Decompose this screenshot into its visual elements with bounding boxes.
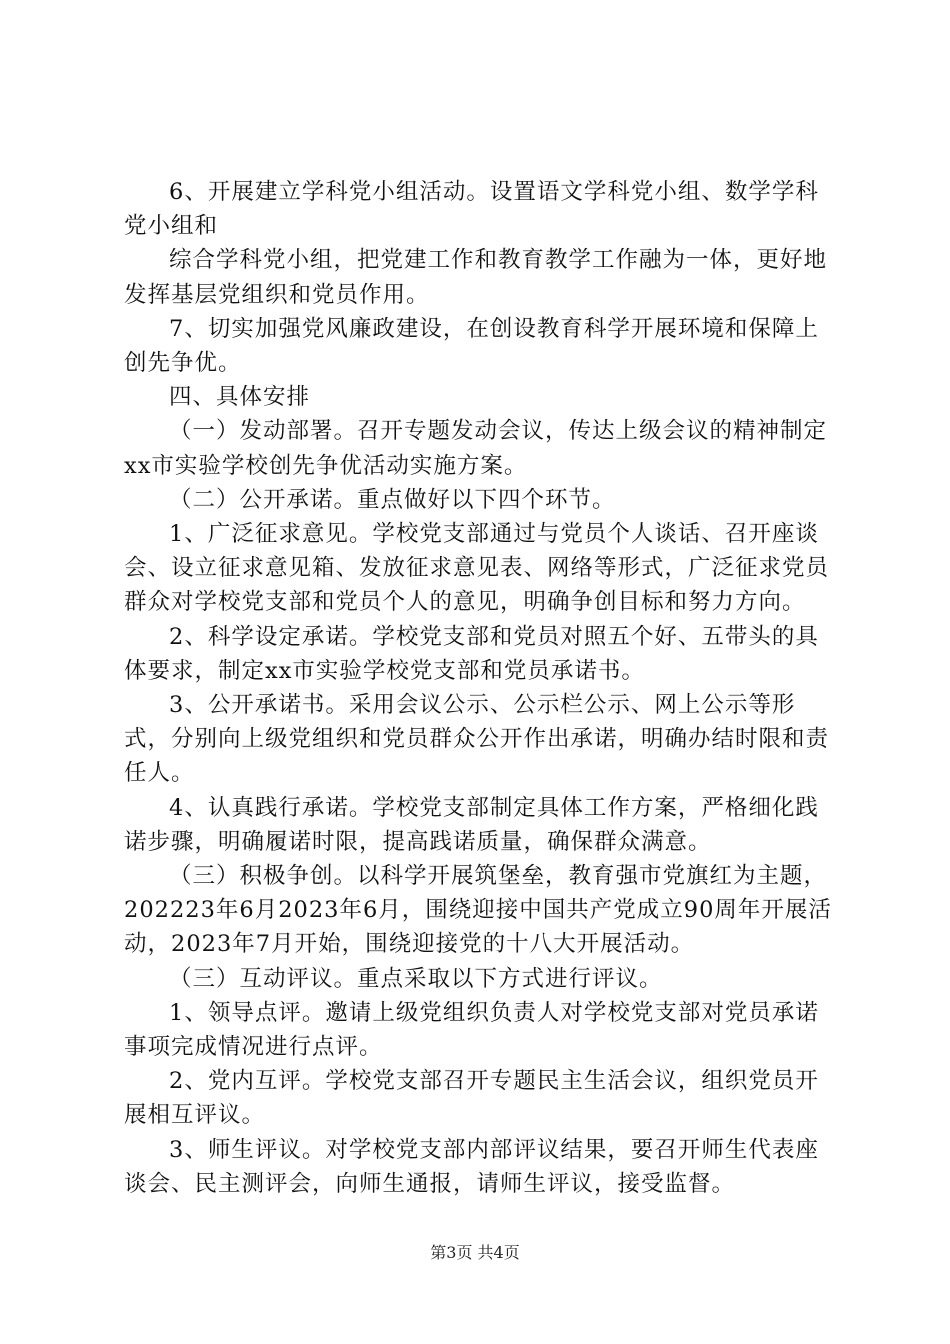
paragraph-3: 7、切实加强党风廉政建设，在创设教育科学开展环境和保障上创先争优。 bbox=[124, 315, 819, 377]
page-footer: 第3页 共4页 bbox=[430, 1243, 520, 1262]
paragraph-6: （二）公开承诺。重点做好以下四个环节。 bbox=[169, 486, 616, 513]
paragraph-7: 1、广泛征求意见。学校党支部通过与党员个人谈话、召开座谈会、设立征求意见箱、发放征求意见表、网络等形式，广泛征求党员群众对学校党支部和党员个人的意见，明确争创目标和努力方向。 bbox=[124, 521, 830, 616]
paragraph-2: 综合学科党小组，把党建工作和教育教学工作融为一体，更好地发挥基层党组织和党员作用。 bbox=[124, 247, 828, 308]
paragraph-10: 4、认真践行承诺。学校党支部制定具体工作方案，严格细化践诺步骤，明确履诺时限，提高践诺质量，确保群众满意。 bbox=[124, 794, 819, 855]
paragraph-1: 6、开展建立学科党小组活动。设置语文学科党小组、数学学科党小组和 bbox=[124, 179, 819, 240]
paragraph-11: （三）积极争创。以科学开展筑堡垒，教育强市党旗红为主题，202223年6月2023年6月，围绕迎接中国共产党成立90周年开展活动，2023年7月开始，围绕迎接党的十八大开展活动。 bbox=[124, 863, 832, 958]
paragraph-15: 3、师生评议。对学校党支部内部评议结果，要召开师生代表座谈会、民主测评会，向师生通报，请师生评议，接受监督。 bbox=[124, 1136, 819, 1197]
paragraph-14: 2、党内互评。学校党支部召开专题民主生活会议，组织党员开展相互评议。 bbox=[124, 1068, 819, 1129]
paragraph-9: 3、公开承诺书。采用会议公示、公示栏公示、网上公示等形式，分别向上级党组织和党员群众公开作出承诺，明确办结时限和责任人。 bbox=[124, 692, 830, 787]
paragraph-12: （三）互动评议。重点采取以下方式进行评议。 bbox=[169, 965, 663, 992]
document-body bbox=[124, 175, 839, 1201]
paragraph-8: 2、科学设定承诺。学校党支部和党员对照五个好、五带头的具体要求，制定xx市实验学校党支部和党员承诺书。 bbox=[124, 623, 819, 684]
section-heading: 四、具体安排 bbox=[169, 384, 311, 411]
paragraph-5: （一）发动部署。召开专题发动会议，传达上级会议的精神制定xx市实验学校创先争优活动实施方案。 bbox=[124, 418, 828, 479]
paragraph-13: 1、领导点评。邀请上级党组织负责人对学校党支部对党员承诺事项完成情况进行点评。 bbox=[124, 999, 819, 1061]
